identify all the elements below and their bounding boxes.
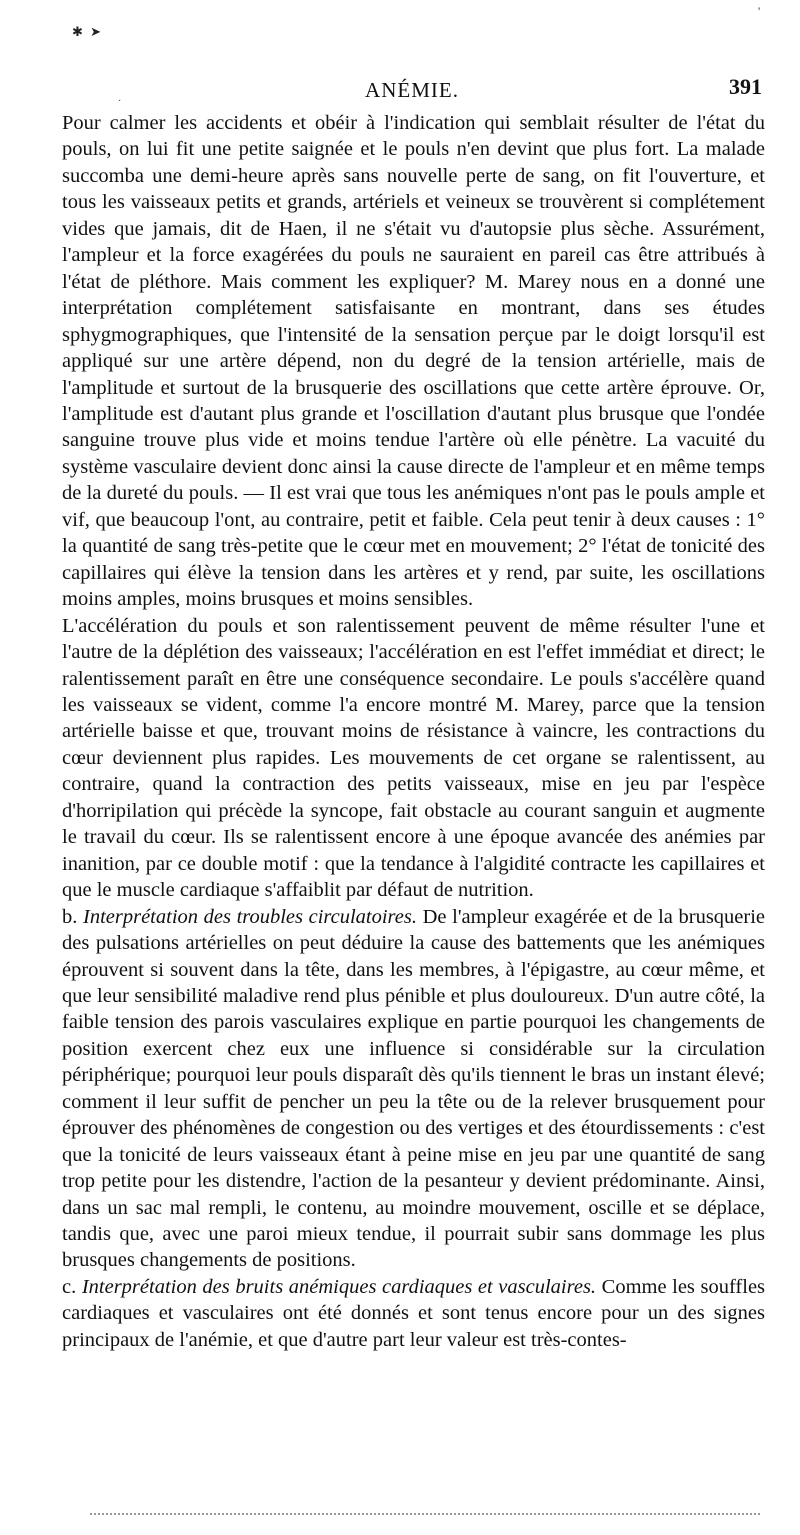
section-heading: Interprétation des troubles circulatoires. [83,905,417,928]
section-letter: b. [62,905,78,928]
section-heading: Interprétation des bruits anémiques cardiaques et vasculaires. [81,1275,597,1298]
running-title: ANÉMIE. [365,78,459,102]
section-letter: c. [62,1275,77,1298]
paragraph-text: Comme les souffles cardiaques et vasculaires ont été donnés et sont tenus encore pour un des signes principaux de l'anémie, et que d'autre part leur valeur est très-contes- [62,1275,766,1351]
stray-dot: · [118,96,122,107]
paragraph-text: De l'ampleur exagérée et de la brusquerie des pulsations artérielles on peut déduire la cause des battements que les anémiques éprouvent si souvent dans la tête, dans les membres, à l'épigastre, au cœur même, et que leur sensibilité maladive rend plus pénible et plus douloureux. D'un autre côté, la faible tension des parois vasculaires explique en partie pourquoi les changements de position exercent chez eux une influence si considérable sur la circulation périphérique; pourquoi leur pouls disparaît dès qu'ils tiennent le bras un instant élevé; comment il leur suffit de pencher un peu la tête ou de la relever brusquement pour éprouver des phénomènes de congestion ou des vertiges et des étourdissements : c'est que la tonicité de leurs vaisseaux étant à peine mise en jeu par une quantité de sang trop petite pour les distendre, l'action de la pesanteur y devient prédominante. Ainsi, dans un sac mal rempli, le contenu, au moindre mouvement, oscille et se déplace, tandis que, avec une paroi mieux tendue, il pourrait subir sans dommage les plus brusques changements de positions. [62,905,766,1272]
body-text [62,110,765,1353]
paragraph [62,613,765,904]
paragraph-text: L'accélération du pouls et son ralentissement peuvent de même résulter l'une et l'autre de la déplétion des vaisseaux; l'accélération en est l'effet immédiat et direct; le ralentissement paraît en être une conséquence secondaire. Le pouls s'accélère quand les vaisseaux se vident, comme l'a encore montré M. Marey, parce que la tension artérielle baisse et que, trouvant moins de résistance à vaincre, les contractions du cœur deviennent plus rapides. Les mouvements de cet organe se ralentissent, au contraire, quand la contraction des petits vaisseaux, mise en jeu par l'espèce d'horripilation qui précède la syncope, fait obstacle au courant sanguin et augmente le travail du cœur. Ils se ralentissent encore à une époque avancée des anémies par inanition, par ce double motif : que la tendance à l'algidité contracte les capillaires et que le muscle cardiaque s'affaiblit par défaut de nutrition. [62,614,765,902]
page-header [62,74,762,104]
page-number: 391 [729,74,762,99]
bleed-through-line [90,1513,760,1515]
paragraph [62,1274,765,1353]
margin-mark: ' [758,4,761,18]
paragraph [62,110,765,613]
paragraph [62,904,765,1274]
paragraph-text: Pour calmer les accidents et obéir à l'indication qui semblait résulter de l'état du pouls, on lui fit une petite saignée et le pouls n'en devint que plus fort. La malade succomba une demi-heure après sans nouvelle perte de sang, on fit l'ouverture, et tous les vaisseaux petits et grands, artériels et veineux se trouvèrent si complétement vides que jamais, dit de Haen, il ne s'était vu d'autopsie plus sèche. Assurément, l'ampleur et la force exagérées du pouls ne sauraient en pareil cas être attribués à l'état de pléthore. Mais comment les expliquer? M. Marey nous en a donné une interprétation complétement satisfaisante en montrant, dans ses études sphygmographiques, que l'intensité de la sensation perçue par le doigt lorsqu'il est appliqué sur une artère dépend, non du degré de la tension artérielle, mais de l'amplitude et surtout de la brusquerie des oscillations que cette artère éprouve. Or, l'amplitude est d'autant plus grande et l'oscillation d'autant plus brusque que l'ondée sanguine trouve plus vide et moins tendue l'artère où elle pénètre. La vacuité du système vasculaire devient donc ainsi la cause directe de l'ampleur et en même temps de la dureté du pouls. — Il est vrai que tous les anémiques n'ont pas le pouls ample et vif, que beaucoup l'ont, au contraire, petit et faible. Cela peut tenir à deux causes : 1° la quantité de sang très-petite que le cœur met en mouvement; 2° l'état de tonicité des capillaires qui élève la tension dans les artères et y rend, par suite, les oscillations moins amples, moins brusques et moins sensibles. [62,112,765,611]
printer-mark: ✱ ➤ [72,24,104,39]
